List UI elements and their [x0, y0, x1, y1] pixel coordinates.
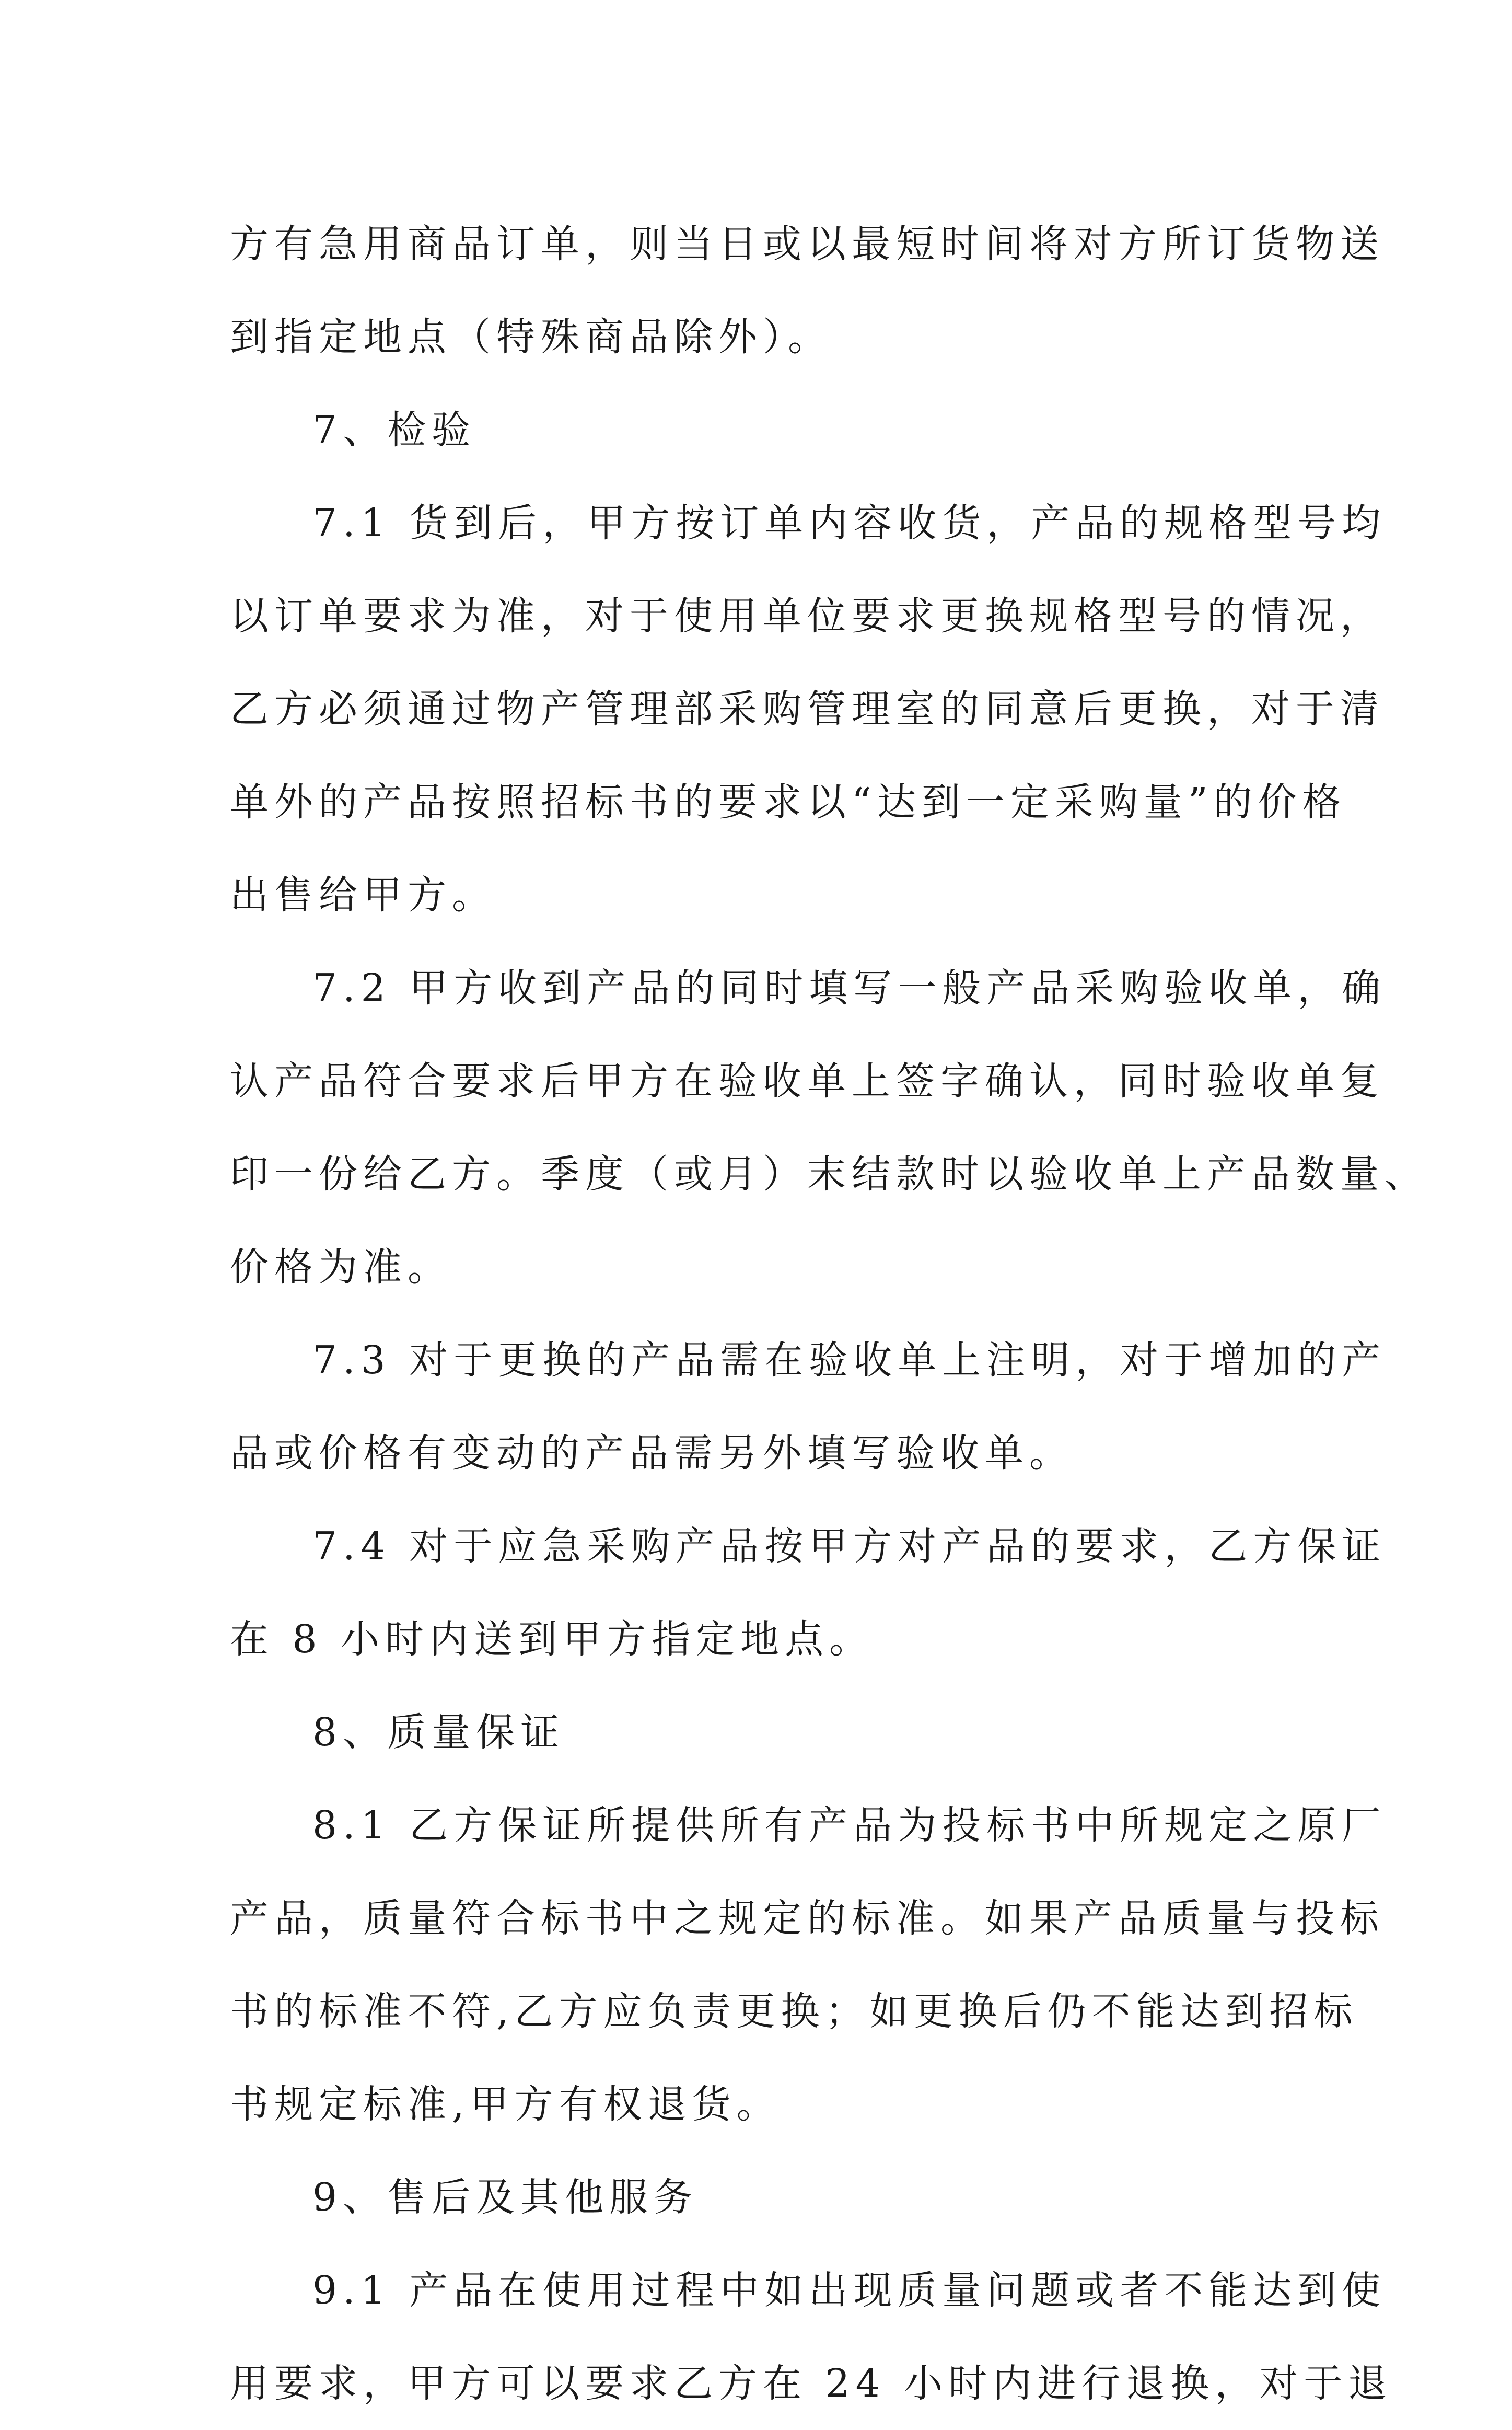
clause-8-1-line-3: 书的标准不符,乙方应负责更换；如更换后仍不能达到招标: [230, 1989, 1358, 2034]
clause-7-1-line-5: 出售给甲方。: [230, 873, 496, 918]
section-heading-7: 7、检验: [312, 408, 476, 453]
clause-8-1-line-4: 书规定标准,甲方有权退货。: [230, 2082, 781, 2127]
clause-7-1-line-4: 单外的产品按照招标书的要求以“达到一定采购量”的价格: [230, 780, 1347, 825]
clause-7-1-line-1: 7.1 货到后，甲方按订单内容收货，产品的规格型号均: [312, 501, 1387, 546]
clause-9-1-line-1: 9.1 产品在使用过程中如出现质量问题或者不能达到使: [312, 2268, 1387, 2313]
clause-8-1-line-2: 产品，质量符合标书中之规定的标准。如果产品质量与投标: [230, 1896, 1385, 1941]
clause-7-2-line-3: 印一份给乙方。季度（或月）末结款时以验收单上产品数量、: [230, 1152, 1429, 1197]
clause-7-2-line-4: 价格为准。: [230, 1245, 452, 1290]
clause-7-3-line-1: 7.3 对于更换的产品需在验收单上注明，对于增加的产: [312, 1338, 1387, 1383]
clause-7-4-line-2: 在 8 小时内送到甲方指定地点。: [230, 1617, 874, 1662]
clause-7-3-line-2: 品或价格有变动的产品需另外填写验收单。: [230, 1431, 1074, 1476]
text-line-2: 到指定地点（特殊商品除外）。: [230, 315, 832, 360]
text-line-1: 方有急用商品订单，则当日或以最短时间将对方所订货物送: [230, 222, 1385, 267]
clause-7-2-line-2: 认产品符合要求后甲方在验收单上签字确认，同时验收单复: [230, 1059, 1385, 1104]
section-heading-8: 8、质量保证: [312, 1710, 565, 1755]
clause-7-1-line-2: 以订单要求为准，对于使用单位要求更换规格型号的情况，: [230, 594, 1385, 639]
clause-7-4-line-1: 7.4 对于应急采购产品按甲方对产品的要求，乙方保证: [312, 1524, 1387, 1569]
clause-8-1-line-1: 8.1 乙方保证所提供所有产品为投标书中所规定之原厂: [312, 1803, 1387, 1848]
section-heading-9: 9、售后及其他服务: [312, 2175, 699, 2220]
clause-7-1-line-3: 乙方必须通过物产管理部采购管理室的同意后更换，对于清: [230, 687, 1385, 732]
clause-9-1-line-2: 用要求，甲方可以要求乙方在 24 小时内进行退换，对于退: [230, 2361, 1393, 2406]
document-body: [230, 198, 1429, 2430]
clause-7-2-line-1: 7.2 甲方收到产品的同时填写一般产品采购验收单，确: [312, 966, 1387, 1011]
